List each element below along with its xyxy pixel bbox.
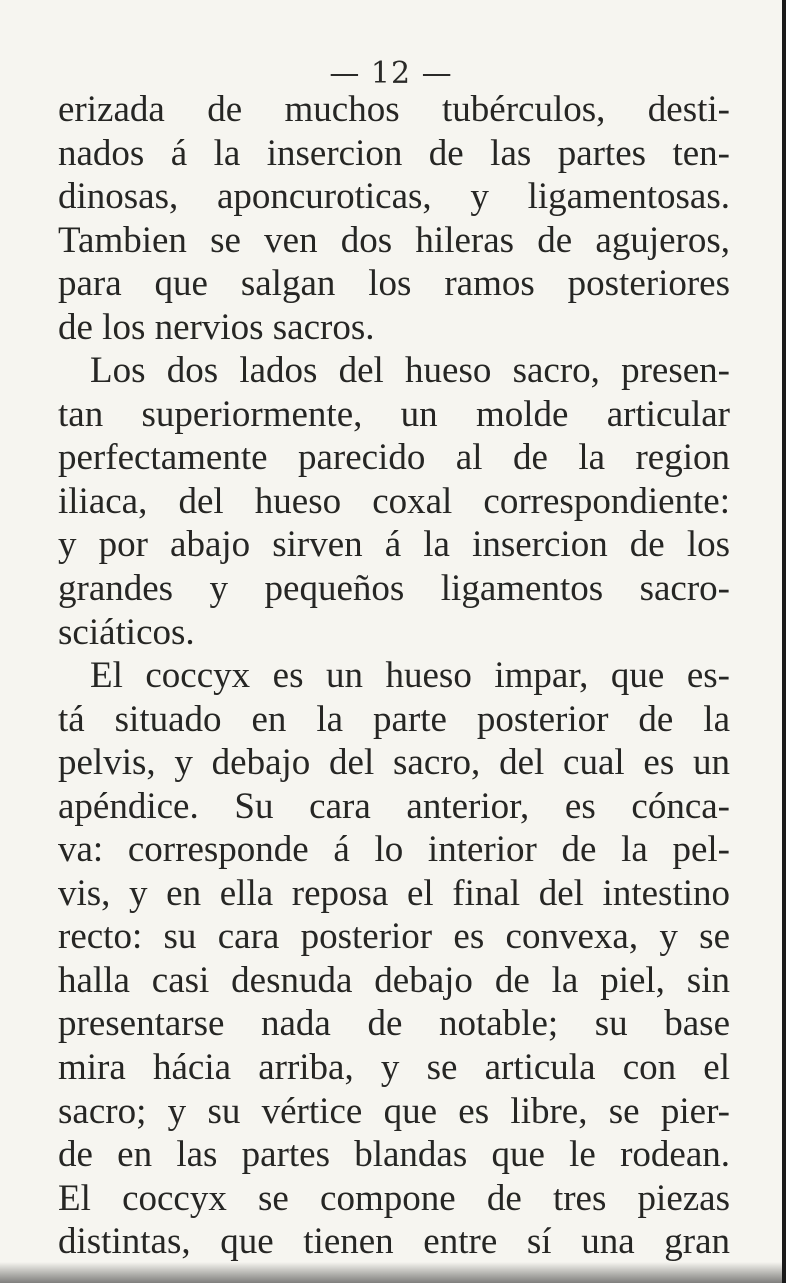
- text-line: de los nervios sacros.: [58, 306, 375, 348]
- text-line: Tambien se ven dos hileras de agujeros,: [58, 219, 730, 261]
- page-bottom-shadow: [0, 1262, 782, 1283]
- paragraph: [58, 349, 730, 654]
- text-line: nados á la insercion de las partes ten-: [58, 132, 730, 174]
- text-line: de en las partes blandas que le rodean.: [58, 1134, 730, 1176]
- page-number: — 12 —: [329, 56, 453, 91]
- text-line: halla casi desnuda debajo de la piel, sin: [58, 959, 730, 1001]
- text-line: dinosas, aponcuroticas, y ligamentosas.: [58, 176, 730, 218]
- text-line: apéndice. Su cara anterior, es cónca-: [58, 785, 730, 827]
- text-line: distintas, que tienen entre sí una gran: [58, 1221, 730, 1263]
- text-line: tan superiormente, un molde articular: [58, 393, 730, 435]
- text-line: erizada de muchos tubérculos, desti-: [58, 89, 730, 130]
- text-line: El coccyx es un hueso impar, que es-: [90, 655, 730, 697]
- text-line: vis, y en ella reposa el final del intestino: [58, 872, 730, 914]
- text-line: tá situado en la parte posterior de la: [58, 698, 730, 740]
- text-line: y por abajo sirven á la insercion de los: [58, 524, 730, 566]
- text-line: perfectamente parecido al de la region: [58, 437, 730, 479]
- text-line: recto: su cara posterior es convexa, y se: [58, 916, 730, 958]
- text-line: grandes y pequeños ligamentos sacro-: [58, 568, 730, 610]
- text-line: Los dos lados del hueso sacro, presen-: [90, 350, 730, 392]
- text-line: pelvis, y debajo del sacro, del cual es un: [58, 742, 730, 784]
- text-line: El coccyx se compone de tres piezas: [58, 1177, 730, 1219]
- paragraph: [58, 88, 730, 349]
- body-text: [58, 88, 730, 1264]
- text-line: sacro; y su vértice que es libre, se pier-: [58, 1090, 730, 1132]
- text-line: presentarse nada de notable; su base: [58, 1003, 730, 1045]
- text-line: va: corresponde á lo interior de la pel-: [58, 829, 730, 871]
- text-line: para que salgan los ramos posteriores: [58, 263, 730, 305]
- scan-margin: [786, 0, 800, 1283]
- paragraph: [58, 654, 730, 1264]
- text-line: iliaca, del hueso coxal correspondiente:: [58, 480, 730, 522]
- text-line: mira hácia arriba, y se articula con el: [58, 1047, 730, 1089]
- text-line: sciáticos.: [58, 611, 195, 653]
